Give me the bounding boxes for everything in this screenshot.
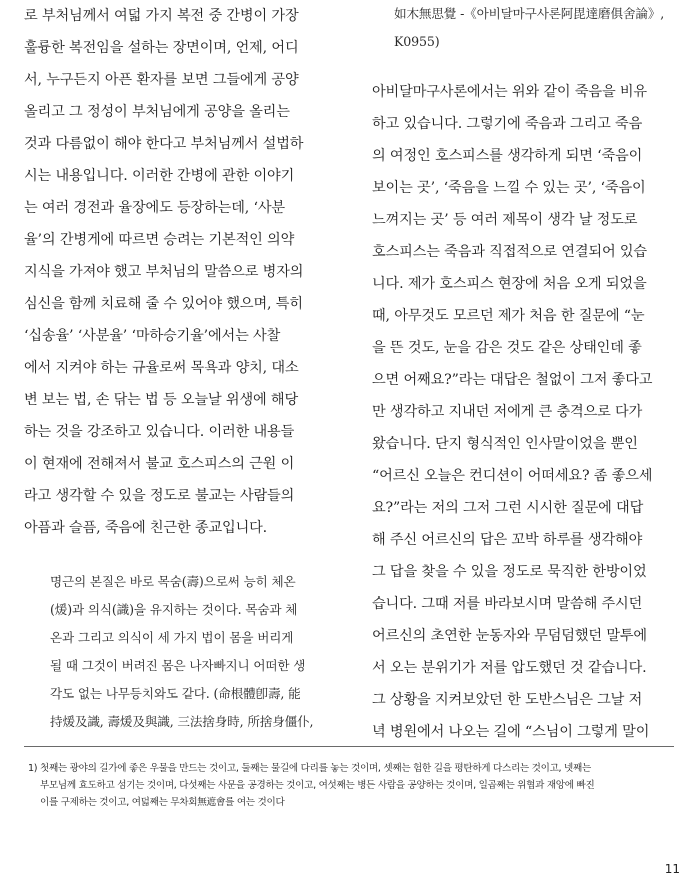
text-line: 그 답을 찾을 수 있을 정도로 묵직한 한방이었 (372, 564, 647, 580)
text-line: 습니다. 그때 저를 바라보시며 말씀해 주시던 (372, 596, 643, 612)
quote-line: 如木無思覺 -《아비달마구사론阿毘達磨俱舍論》, (394, 6, 665, 21)
paragraph-gap (24, 544, 342, 568)
text-line: 는 여러 경전과 율장에도 등장하는데, ‘사분 (24, 200, 285, 216)
text-line: ‘십송율’ ‘사분율’ ‘마하승기율’에서는 사찰 (24, 328, 281, 344)
text-line: 그 상황을 지켜보았던 한 도반스님은 그날 저 (372, 692, 643, 708)
text-line: 을 뜬 것도, 눈을 감은 것도 같은 상태인데 좋 (372, 340, 642, 356)
text-line: 이 현재에 전해져서 불교 호스피스의 근원 이 (24, 456, 295, 472)
text-line: 하는 것을 강조하고 있습니다. 이러한 내용들 (24, 424, 295, 440)
left-column (24, 0, 342, 736)
text-line: 심신을 함께 치료해 줄 수 있어야 했으며, 특히 (24, 296, 303, 312)
text-line: 으면 어째요?”라는 대답은 철없이 그저 좋다고 (372, 372, 653, 388)
text-line: 때, 아무것도 모르던 제가 처음 한 질문에 “눈 (372, 308, 645, 324)
right-column (372, 0, 676, 748)
text-line: 지식을 가져야 했고 부처님의 말씀으로 병자의 (24, 264, 304, 280)
text-line: 해 주신 어르신의 답은 꼬박 하루를 생각해야 (372, 532, 643, 548)
text-line: 훌륭한 복전임을 설하는 장면이며, 언제, 어디 (24, 40, 299, 56)
text-line: 것과 다름없이 해야 한다고 부처님께서 설법하 (24, 136, 304, 152)
text-line: 아픔과 슬픔, 죽음에 친근한 종교입니다. (24, 520, 268, 536)
text-line: 서 오는 분위기가 저를 압도했던 것 같습니다. (372, 660, 647, 676)
quote-continuation (372, 0, 676, 56)
page-number: 11 (664, 862, 680, 876)
quote-line: 명근의 본질은 바로 목숨(壽)으로써 능히 체온 (50, 574, 296, 589)
text-line: “어르신 오늘은 컨디션이 어떠세요? 좀 좋으세 (372, 468, 653, 484)
text-line: 니다. 제가 호스피스 현장에 처음 오게 되었을 (372, 276, 647, 292)
footnote-divider (24, 746, 674, 747)
text-line: 서, 누구든지 아픈 환자를 보면 그들에게 공양 (24, 72, 299, 88)
text-line: 에서 지켜야 하는 규율로써 목욕과 양치, 대소 (24, 360, 299, 376)
text-line: 라고 생각할 수 있을 정도로 불교는 사람들의 (24, 488, 295, 504)
quote-line: 될 때 그것이 버려진 몸은 나자빠지니 어떠한 생 (50, 658, 306, 673)
footnote-line: 부모님께 효도하고 섬기는 것이며, 다섯째는 사문을 공경하는 것이고, 여섯째는 병든 사람을 공양하는 것이며, 일곱째는 위협과 재앙에 빠진 (40, 780, 595, 791)
left-body-paragraph (24, 0, 342, 544)
text-line: 왔습니다. 단지 형식적인 인사말이었을 뿐인 (372, 436, 638, 452)
quote-line: 持煖及識, 壽煖及與識, 三法捨身時, 所捨身僵仆, (50, 714, 314, 729)
text-line: 로 부처님께서 여덟 가지 복전 중 간병이 가장 (24, 8, 299, 24)
footnote-line: 이를 구제하는 것이고, 여덟째는 무차회無遮會를 여는 것이다 (40, 797, 285, 808)
text-line: 율’의 간병게에 따르면 승려는 기본적인 의약 (24, 232, 295, 248)
text-line: 시는 내용입니다. 이러한 간병에 관한 이야기 (24, 168, 295, 184)
footnote-line: 1) 첫째는 광야의 길가에 좋은 우물을 만드는 것이고, 둘째는 물길에 다리를 놓는 것이며, 셋째는 험한 길을 평탄하게 다스리는 것이고, 넷째는 (28, 763, 591, 774)
text-line: 하고 있습니다. 그렇기에 죽음과 그리고 죽음 (372, 116, 643, 132)
quote-line: (煖)과 의식(識)을 유지하는 것이다. 목숨과 체 (50, 602, 298, 617)
text-line: 만 생각하고 지내던 저에게 큰 충격으로 다가 (372, 404, 643, 420)
scripture-quote (24, 568, 342, 736)
text-line: 아비달마구사론에서는 위와 같이 죽음을 비유 (372, 84, 647, 100)
footnote (28, 760, 676, 811)
text-line: 보이는 곳’, ‘죽음을 느낄 수 있는 곳’, ‘죽음이 (372, 180, 646, 196)
text-line: 올리고 그 정성이 부처님에게 공양을 올리는 (24, 104, 290, 120)
text-line: 어르신의 초연한 눈동자와 무덤덤했던 말투에 (372, 628, 647, 644)
text-line: 요?”라는 저의 그저 그런 시시한 질문에 대답 (372, 500, 644, 516)
text-line: 변 보는 법, 손 닦는 법 등 오늘날 위생에 해당 (24, 392, 299, 408)
quote-line: K0955) (394, 34, 440, 49)
quote-line: 각도 없는 나무등치와도 같다. (命根體卽壽, 能 (50, 686, 301, 701)
text-line: 호스피스는 죽음과 직접적으로 연결되어 있습 (372, 244, 647, 260)
quote-line: 온과 그리고 의식이 세 가지 법이 몸을 버리게 (50, 630, 294, 645)
right-body-paragraph (372, 76, 676, 748)
text-line: 의 여정인 호스피스를 생각하게 되면 ‘죽음이 (372, 148, 643, 164)
paragraph-gap (372, 56, 676, 76)
text-line: 느껴지는 곳’ 등 여러 제목이 생각 날 정도로 (372, 212, 638, 228)
text-line: 녁 병원에서 나오는 길에 “스님이 그렇게 말이 (372, 724, 650, 740)
